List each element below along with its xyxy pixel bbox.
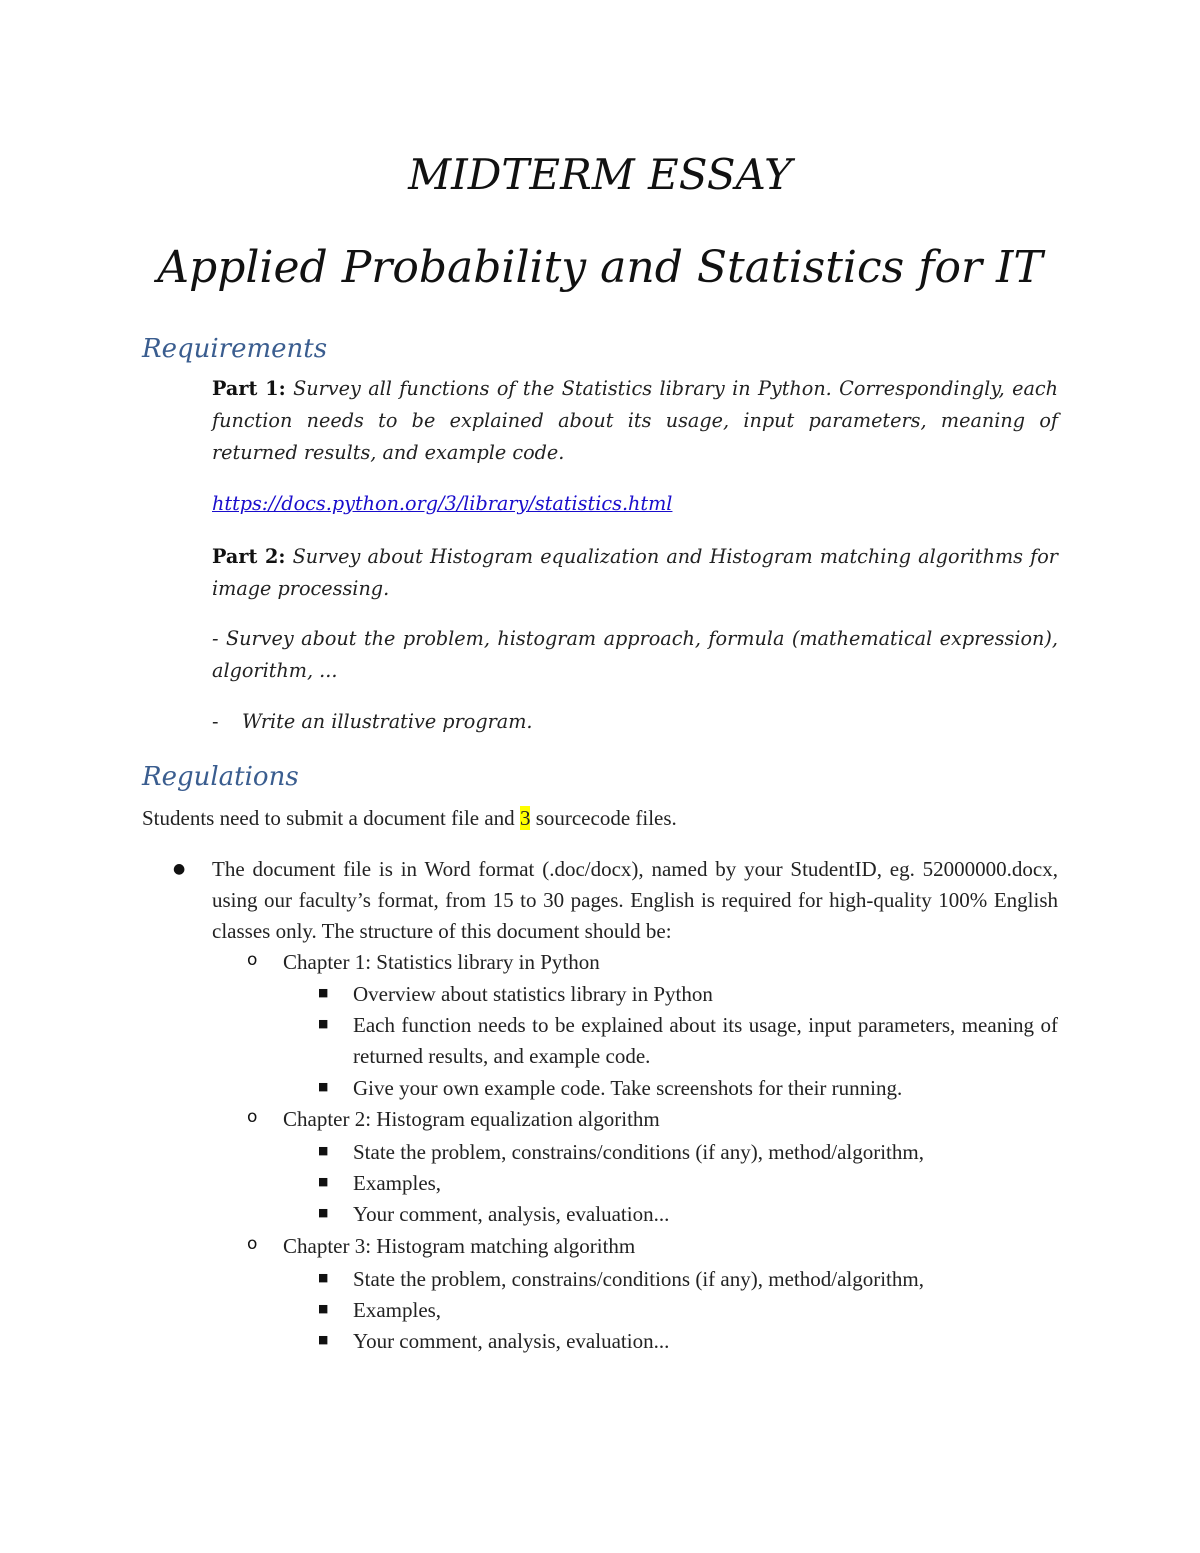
part1-label: Part 1: [212,377,286,400]
chapter-2-item: State the problem, constrains/conditions (if any), method/algorithm, [353,1140,924,1164]
regulations-intro [142,803,677,834]
requirements-heading: Requirements [142,334,328,364]
chapter-3-title: Chapter 3: Histogram matching algorithm [283,1234,636,1258]
doc-subtitle: Applied Probability and Statistics for IT [157,242,1043,293]
bullet-circle-icon: o [247,950,258,970]
chapter-3-item: State the problem, constrains/conditions (if any), method/algorithm, [353,1267,924,1291]
part2-label: Part 2: [212,545,286,568]
dash-marker: - [212,710,219,733]
chapter-1-item: Give your own example code. Take screenshots for their running. [353,1076,903,1100]
bullet-square-icon: ■ [318,1017,329,1030]
chapter-3-item: Your comment, analysis, evaluation... [353,1329,670,1353]
bullet-circle-icon: o [247,1234,258,1254]
part2-item-program-text: Write an illustrative program. [242,710,533,733]
bullet-square-icon: ■ [318,1333,329,1346]
chapter-1-item: Each function needs to be explained about its usage, input parameters, meaning of returned results, and example code. [353,1013,1058,1068]
bullet-square-icon: ■ [318,1271,329,1284]
part2-paragraph [212,541,1058,605]
bullet-disc-icon: ● [173,861,186,877]
bullet-square-icon: ■ [318,1080,329,1093]
bullet-square-icon: ■ [318,1144,329,1157]
part2-item-survey: - Survey about the problem, histogram approach, formula (mathematical expression), algorithm, ... [212,627,1058,682]
bullet-square-icon: ■ [318,1206,329,1219]
document-file-bullet: The document file is in Word format (.doc/docx), named by your StudentID, eg. 52000000.docx, using our faculty’s format, from 15 to 30 pages. English is required for high-quality 100% English classes only. The structure of this document should be: [212,857,1058,943]
intro-after: sourcecode files. [530,806,677,830]
bullet-square-icon: ■ [318,1175,329,1188]
bullet-square-icon: ■ [318,986,329,999]
bullet-square-icon: ■ [318,1302,329,1315]
bullet-circle-icon: o [247,1107,258,1127]
link-paragraph [212,488,1058,520]
regulations-heading: Regulations [142,762,299,792]
chapter-1-item: Overview about statistics library in Python [353,982,713,1006]
chapter-3-item: Examples, [353,1298,442,1322]
chapter-2-title: Chapter 2: Histogram equalization algorithm [283,1107,660,1131]
statistics-docs-link[interactable]: https://docs.python.org/3/library/statistics.html [212,492,673,515]
part1-text: Survey all functions of the Statistics library in Python. Correspondingly, each function needs to be explained about its usage, input parameters, meaning of returned results, and example code. [212,377,1058,464]
part2-text: Survey about Histogram equalization and Histogram matching algorithms for image processing. [212,545,1058,600]
doc-title: MIDTERM ESSAY [408,150,792,199]
part1-paragraph [212,373,1058,469]
intro-before: Students need to submit a document file and [142,806,520,830]
chapter-2-item: Examples, [353,1171,442,1195]
chapter-2-item: Your comment, analysis, evaluation... [353,1202,670,1226]
highlighted-count: 3 [519,806,531,830]
chapter-1-title: Chapter 1: Statistics library in Python [283,950,600,974]
part2-item-program [212,706,533,738]
